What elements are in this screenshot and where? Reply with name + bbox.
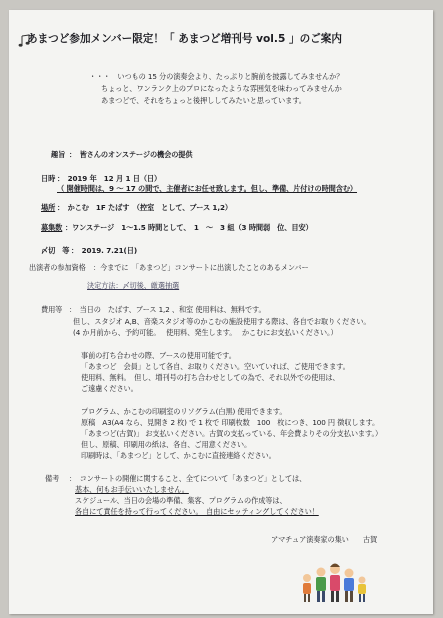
costs-line: 但し、スタジオ A,B、音楽スタジオ等のかこむの施設使用する際は、各自でお取りください。 xyxy=(73,317,371,326)
costs-line: (4 か月前から、予約可能。 使用料、発生します。 かこむにお支払いください。） xyxy=(73,328,338,337)
flyer-sheet xyxy=(9,10,433,614)
decision-method: 決定方法：〆切後、厳選抽選 xyxy=(87,281,180,290)
venue-label: 場所 xyxy=(41,203,56,212)
costs-label: 費用等 xyxy=(41,305,63,314)
intro-line-3: あまつどで、それをちょっと後押ししてみたいと思っています。 xyxy=(101,96,306,105)
deadline-text: ： 2019. 7.21(日) xyxy=(71,246,138,255)
remarks-line: 基本、何もお手伝いいたしません。 xyxy=(75,485,189,494)
person-figure xyxy=(344,569,354,603)
costs-line: 「あまつど(古賀)」 お支払いください。古賀の支払っている、年会費よりその分支払います。） xyxy=(81,429,383,438)
costs-line: 「あまつど 会員」として各自、お取りください。空いていれば、ご使用できます。 xyxy=(81,362,350,371)
costs-line: 印刷時は、「あまつど」として、かこむに直接連絡ください。 xyxy=(81,451,276,460)
intro-line-1: ・・・ いつもの 15 分の演奏会より、たっぷりと腕前を披露してみませんか？ xyxy=(89,72,344,81)
family-illustration xyxy=(299,556,369,606)
person-figure xyxy=(303,574,311,602)
recruit-text: ：ワンステージ 1～1.5 時間として、 1 ～ 3 組（3 時間弱 位、目安） xyxy=(65,223,313,232)
person-figure xyxy=(330,564,340,603)
costs-line: ： 当日の たばす、ブース 1,2 、和室 使用料は、無料です。 xyxy=(69,305,266,314)
costs-line: 使用料、無料。 但し、増刊号の打ち合わせとしての為で、それ以外での使用は、 xyxy=(81,373,340,382)
date-text: ： 2019 年 12 月 1 日（日） xyxy=(57,174,162,183)
costs-line: ご遠慮ください。 xyxy=(81,384,138,393)
signature: アマチュア演奏家の集い 古賀 xyxy=(271,535,378,544)
costs-line: 但し、原稿、印刷用の紙は、各自、ご用意ください。 xyxy=(81,440,252,449)
deadline-label: 〆切 等 xyxy=(41,246,70,255)
intro-line-2: ちょっと、ワンランク上のプロになったような雰囲気を味わってみませんか xyxy=(101,84,342,93)
person-figure xyxy=(316,568,326,603)
eligibility-label: 出演者の参加資格 xyxy=(29,263,86,272)
remarks-line: 各自にて責任を持って行ってください。 自由にセッティングしてください！ xyxy=(75,507,319,516)
venue-text: ： かこむ 1F たばす （控室 として、ブース 1,2） xyxy=(57,203,232,212)
recruit-label: 募集数 xyxy=(41,223,63,232)
remarks-line: スケジュール、当日の会場の準備、集客、プログラムの作成等は、 xyxy=(75,496,287,505)
purpose-label: 趣旨 xyxy=(51,150,66,159)
costs-line: 事前の打ち合わせの際、ブースの使用可能です。 xyxy=(81,351,236,360)
remarks-label: 備考 xyxy=(45,474,60,483)
date-detail: （ 開催時間は、9 ～ 17 の間で、主催者にお任せ致します。但し、準備、片付けの時間含む） xyxy=(57,184,358,193)
costs-line: プログラム、かこむの印刷室のリソグラム(白黒) 使用できます。 xyxy=(81,407,287,416)
purpose-text: ： 皆さんのオンステージの機会の提供 xyxy=(69,150,193,159)
eligibility-text: ：今までに 「あまつど」コンサートに出演したことのあるメンバー xyxy=(93,263,309,272)
person-figure xyxy=(358,577,366,603)
page-title: あまつど参加メンバー限定！「 あまつど増刊号 vol.5 」のご案内 xyxy=(27,33,342,45)
costs-line: 原稿 A3(A4 なら、見開き 2 枚) で 1 枚で 印刷枚数 100 枚につき、100 円 徴収します。 xyxy=(81,418,380,427)
date-label: 日時 xyxy=(41,174,56,183)
remarks-line: ： コンサートの開催に関すること、全てについて「あまつど」としては、 xyxy=(69,474,307,483)
